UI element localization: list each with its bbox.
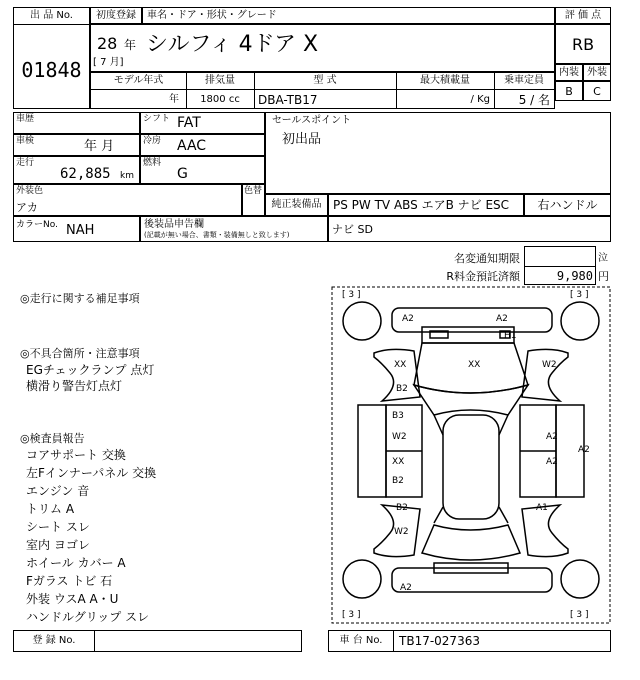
mileage-unit: km xyxy=(120,171,134,181)
inspector-item: ホイール カバー A xyxy=(26,556,126,570)
damage-hood: XX xyxy=(468,360,481,370)
chassis-number-value: TB17-027363 xyxy=(399,634,480,648)
exterior-color-value: アカ xyxy=(16,201,38,214)
year-unit: 年 xyxy=(124,38,137,52)
damage-front-bumper-right: A2 xyxy=(496,314,508,324)
interior-grade: B xyxy=(565,85,573,98)
car-name: シルフィ 4ドア X xyxy=(146,32,319,57)
lot-number: 01848 xyxy=(21,58,82,82)
exterior-color-label: 外装色 xyxy=(16,186,44,196)
damage-left-rear-door-lower: B2 xyxy=(392,476,404,486)
name-change-label: 名変通知期限 xyxy=(454,252,520,265)
defect-item: 横滑り警告灯点灯 xyxy=(26,379,123,393)
displacement-label: 排気量 xyxy=(205,75,235,86)
aftermarket-cell xyxy=(140,216,328,242)
exterior-label: 外装 xyxy=(587,67,607,78)
tire-front-left-label: [ 3 ] xyxy=(342,290,361,300)
displacement-value: 1800 cc xyxy=(200,94,240,105)
inspector-item: トリム A xyxy=(26,502,75,516)
interior-grade-cell xyxy=(555,81,583,101)
defects-title: ◎不具合箇所・注意事項 xyxy=(20,347,140,360)
lot-number-cell xyxy=(13,7,90,109)
tire-rear-right-label: [ 3 ] xyxy=(570,610,589,620)
rating-cell xyxy=(555,24,611,64)
inspection-label: 車検 xyxy=(16,136,35,146)
damage-right-front-door: A2 xyxy=(546,432,558,442)
inspection-cell xyxy=(13,134,140,156)
ac-cell xyxy=(140,134,265,156)
damage-rear-bumper: A2 xyxy=(400,583,412,593)
shift-label: シフト xyxy=(143,114,171,124)
max-load-label: 最大積載量 xyxy=(420,75,470,86)
inspector-item: コアサポート 交換 xyxy=(26,448,126,462)
mileage-value: 62,885 xyxy=(60,166,111,182)
registration-month: [ 7 月] xyxy=(93,57,124,68)
aftermarket-value: ナビ SD xyxy=(332,223,373,236)
sales-point-value: 初出品 xyxy=(282,132,322,147)
history-label: 車歴 xyxy=(16,114,35,124)
damage-left-rear-fender: B2 xyxy=(396,503,408,513)
model-year-value: 年 xyxy=(169,94,179,105)
equipment-label-cell xyxy=(265,194,328,216)
defect-item: EGチェックランプ 点灯 xyxy=(26,363,155,377)
damage-right-side-panel: A2 xyxy=(578,445,590,455)
first-registration-label: 初度登録 xyxy=(96,10,136,21)
fuel-value: G xyxy=(177,166,188,182)
model-year-label: モデル年式 xyxy=(113,75,164,86)
recycle-label: R料金預託済額 xyxy=(446,270,520,283)
registration-number-label: 登 録 No. xyxy=(32,635,76,646)
exterior-grade-cell xyxy=(583,81,611,101)
shift-value: FAT xyxy=(177,115,201,131)
inspector-title: ◎検査員報告 xyxy=(20,432,85,445)
fuel-cell xyxy=(140,156,265,184)
capacity-value: 5 / 名 xyxy=(518,93,550,107)
damage-front-bumper-left: A2 xyxy=(402,314,414,324)
chassis-number-label: 車 台 No. xyxy=(339,635,383,646)
damage-right-front-fender: W2 xyxy=(542,360,557,370)
ac-value: AAC xyxy=(177,138,207,154)
repaint-label: 色替 xyxy=(244,186,263,196)
inspector-item: 外装 ウスA A・U xyxy=(26,592,119,606)
damage-right-rear-fender: A1 xyxy=(536,503,548,513)
tire-rear-right-icon xyxy=(561,560,599,598)
tire-rear-left-label: [ 3 ] xyxy=(342,610,361,620)
steering-value: 右ハンドル xyxy=(537,198,598,212)
sales-point-cell xyxy=(265,112,611,194)
car-name-label: 車名・ドア・形状・グレード xyxy=(147,10,277,21)
recycle-value-box xyxy=(524,266,596,285)
damage-front-part: H1 xyxy=(504,331,517,341)
rating-header xyxy=(555,7,611,24)
recycle-unit: 円 xyxy=(598,270,609,283)
shift-cell xyxy=(140,112,265,134)
name-change-value-box xyxy=(524,246,596,267)
max-load-value: / Kg xyxy=(470,94,490,105)
registration-number-row xyxy=(13,630,302,652)
name-change-unit: 泣 xyxy=(598,253,608,264)
sales-point-label: セールスポイント xyxy=(272,115,352,126)
car-name-header xyxy=(142,7,555,24)
fuel-label: 燃料 xyxy=(143,158,162,168)
equipment-value-cell xyxy=(328,194,524,216)
repaint-cell xyxy=(242,184,265,216)
damage-left-front-fender-lower: B2 xyxy=(396,384,408,394)
capacity-label: 乗車定員 xyxy=(504,75,544,86)
color-number-label: カラーNo. xyxy=(16,220,58,230)
tire-front-right-label: [ 3 ] xyxy=(570,290,589,300)
mileage-label: 走行 xyxy=(16,158,35,168)
tire-rear-left-icon xyxy=(343,560,381,598)
recycle-value: 9,980 xyxy=(556,269,593,283)
lot-number-label: 出 品 No. xyxy=(30,10,73,21)
aftermarket-value-cell xyxy=(328,216,611,242)
car-outline-diagram xyxy=(330,285,612,625)
inspector-item: Fガラス トビ 石 xyxy=(26,574,113,588)
equipment-value: PS PW TV ABS エアB ナビ ESC xyxy=(333,198,510,212)
damage-right-rear-door: A2 xyxy=(546,457,558,467)
mileage-cell xyxy=(13,156,140,184)
inspector-item: 室内 ヨゴレ xyxy=(26,538,90,552)
aftermarket-label: 後装品申告欄 xyxy=(144,219,204,230)
equipment-label: 純正装備品 xyxy=(271,199,322,210)
car-name-cell xyxy=(90,24,555,72)
damage-left-front-door: W2 xyxy=(392,432,407,442)
inspector-item: エンジン 音 xyxy=(26,484,90,498)
interior-label: 内装 xyxy=(559,67,579,78)
damage-left-rear-door: XX xyxy=(392,457,405,467)
inspector-item: シート スレ xyxy=(26,520,90,534)
color-number-value: NAH xyxy=(66,223,95,238)
chassis-number-row xyxy=(328,630,611,652)
exterior-grade-header xyxy=(583,64,611,81)
damage-left-front-door-top: B3 xyxy=(392,411,404,421)
supplement-title: ◎走行に関する補足事項 xyxy=(20,292,140,305)
registration-year: 28 xyxy=(97,34,118,53)
rating-label: 評 価 点 xyxy=(564,10,602,21)
steering-cell xyxy=(524,194,611,216)
interior-grade-header xyxy=(555,64,583,81)
exterior-grade: C xyxy=(593,85,601,98)
spec-row xyxy=(90,72,555,109)
color-number-cell xyxy=(13,216,140,242)
ac-label: 冷房 xyxy=(143,136,162,146)
first-registration-header xyxy=(90,7,142,24)
damage-left-front-fender: XX xyxy=(394,360,407,370)
exterior-color-cell xyxy=(13,184,242,216)
aftermarket-note: (記載が無い場合、書類・装備無しと致します) xyxy=(144,231,290,239)
tire-front-right-icon xyxy=(561,302,599,340)
inspector-item: 左Fインナーパネル 交換 xyxy=(26,466,157,480)
rating-value: RB xyxy=(571,35,595,54)
damage-diagram xyxy=(330,285,612,625)
inspection-value: 年 月 xyxy=(84,139,115,154)
inspector-item: ハンドルグリップ スレ xyxy=(26,610,150,624)
history-cell xyxy=(13,112,140,134)
type-value: DBA-TB17 xyxy=(258,93,318,107)
damage-left-rear-fender-lower: W2 xyxy=(394,527,409,537)
tire-front-left-icon xyxy=(343,302,381,340)
type-label: 型 式 xyxy=(313,75,337,86)
